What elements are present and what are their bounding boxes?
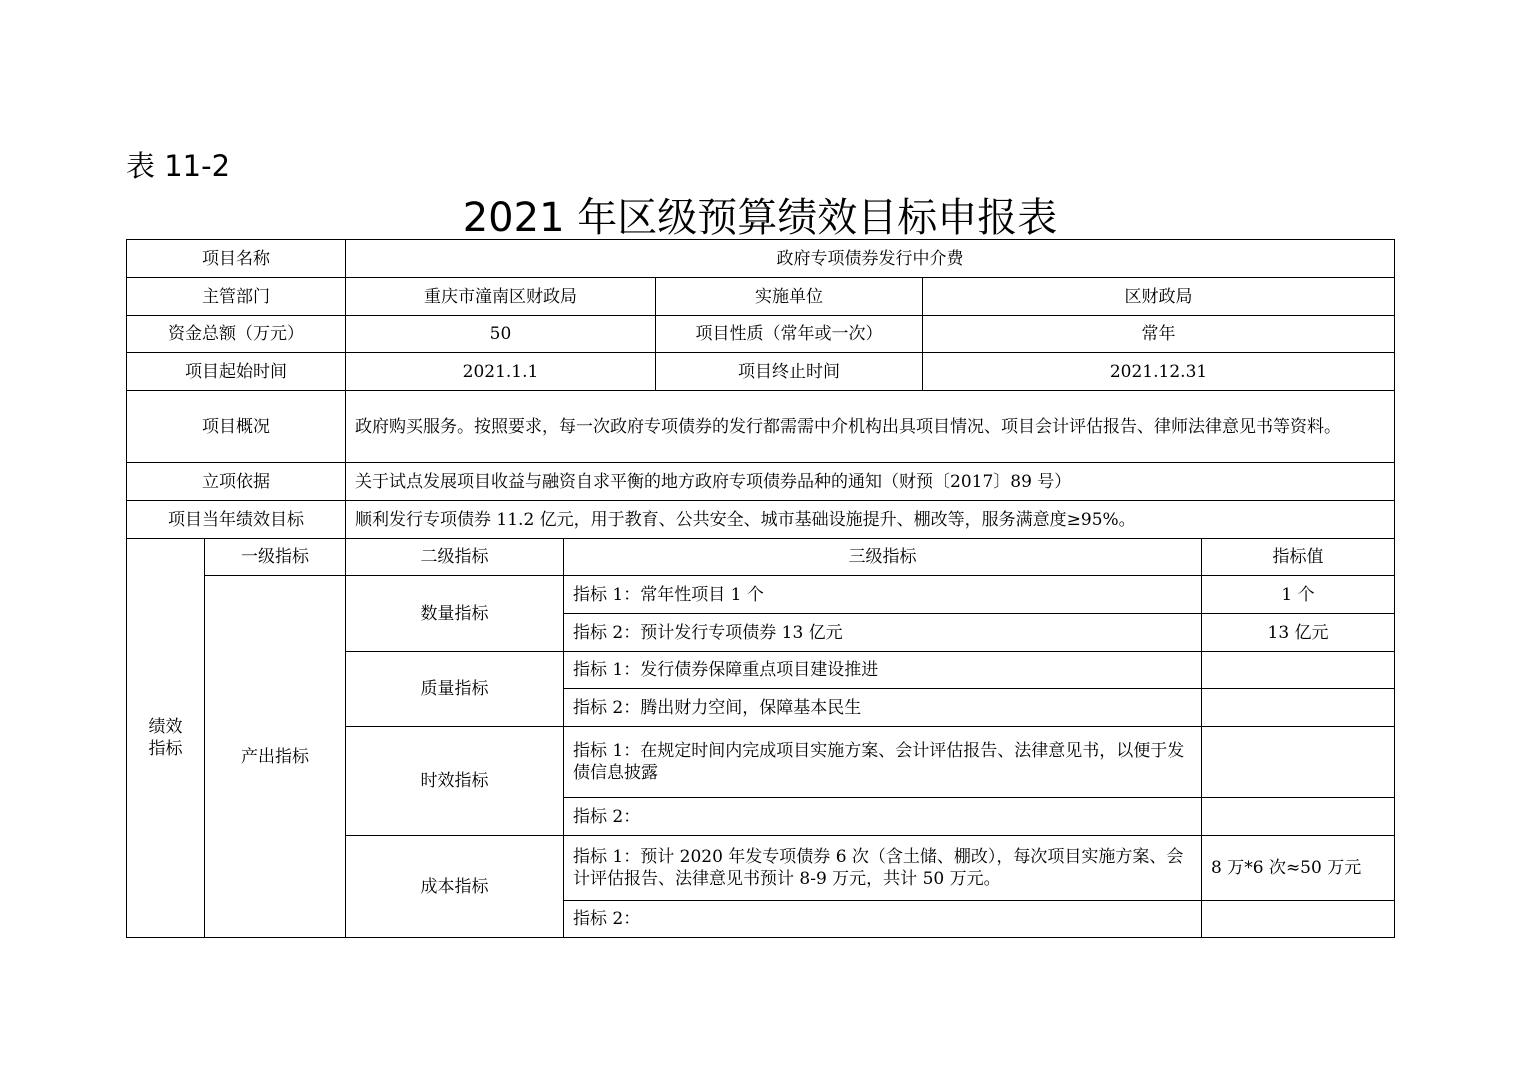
row-indicator-headers [127,539,1395,576]
indicator-text: 指标 2：预计发行专项债券 13 亿元 [564,614,1202,652]
implementing-unit-label: 实施单位 [656,278,923,316]
goal-value: 顺利发行专项债券 11.2 亿元，用于教育、公共安全、城市基础设施提升、棚改等，服务满意度≥95%。 [346,501,1395,539]
table-row [127,576,1395,614]
indicator-value [1202,901,1395,938]
performance-section-label: 绩效指标 [127,539,205,938]
implementing-unit-value: 区财政局 [923,278,1395,316]
indicator-text: 指标 1：在规定时间内完成项目实施方案、会计评估报告、法律意见书，以便于发债信息披露 [564,727,1202,798]
row-project-name [127,240,1395,278]
indicator-value [1202,727,1395,798]
project-name-value: 政府专项债券发行中介费 [346,240,1395,278]
row-goal [127,501,1395,539]
header-level1: 一级指标 [205,539,346,576]
header-level3: 三级指标 [564,539,1202,576]
indicator-text: 指标 2： [564,798,1202,836]
indicator-text: 指标 1：常年性项目 1 个 [564,576,1202,614]
project-nature-value: 常年 [923,316,1395,353]
row-dates [127,353,1395,391]
basis-value: 关于试点发展项目收益与融资自求平衡的地方政府专项债券品种的通知（财预〔2017〕89 号） [346,463,1395,501]
indicator-value [1202,652,1395,689]
overview-value: 政府购买服务。按照要求，每一次政府专项债券的发行都需需中介机构出具项目情况、项目会计评估报告、律师法律意见书等资料。 [346,391,1395,463]
total-funds-value: 50 [346,316,656,353]
department-value: 重庆市潼南区财政局 [346,278,656,316]
indicator-text: 指标 1：发行债券保障重点项目建设推进 [564,652,1202,689]
row-basis [127,463,1395,501]
header-value: 指标值 [1202,539,1395,576]
row-funds [127,316,1395,353]
indicator-text: 指标 1：预计 2020 年发专项债券 6 次（含土储、棚改），每次项目实施方案、会计评估报告、法律意见书预计 8-9 万元，共计 50 万元。 [564,836,1202,901]
basis-label: 立项依据 [127,463,346,501]
row-overview [127,391,1395,463]
end-time-label: 项目终止时间 [656,353,923,391]
goal-label: 项目当年绩效目标 [127,501,346,539]
header-level2: 二级指标 [346,539,564,576]
budget-performance-table [126,239,1395,938]
level2-indicator-name: 时效指标 [346,727,564,836]
department-label: 主管部门 [127,278,346,316]
start-time-label: 项目起始时间 [127,353,346,391]
indicator-value [1202,798,1395,836]
table-label: 表 11-2 [126,149,231,183]
indicator-value: 1 个 [1202,576,1395,614]
indicator-value: 13 亿元 [1202,614,1395,652]
level2-indicator-name: 质量指标 [346,652,564,727]
overview-label: 项目概况 [127,391,346,463]
end-time-value: 2021.12.31 [923,353,1395,391]
level2-indicator-name: 数量指标 [346,576,564,652]
indicator-text: 指标 2： [564,901,1202,938]
start-time-value: 2021.1.1 [346,353,656,391]
total-funds-label: 资金总额（万元） [127,316,346,353]
indicator-text: 指标 2：腾出财力空间，保障基本民生 [564,689,1202,727]
project-name-label: 项目名称 [127,240,346,278]
indicator-value: 8 万*6 次≈50 万元 [1202,836,1395,901]
row-department [127,278,1395,316]
level1-output-indicator: 产出指标 [205,576,346,938]
page-title: 2021 年区级预算绩效目标申报表 [462,195,1058,241]
level2-indicator-name: 成本指标 [346,836,564,938]
project-nature-label: 项目性质（常年或一次） [656,316,923,353]
indicator-value [1202,689,1395,727]
